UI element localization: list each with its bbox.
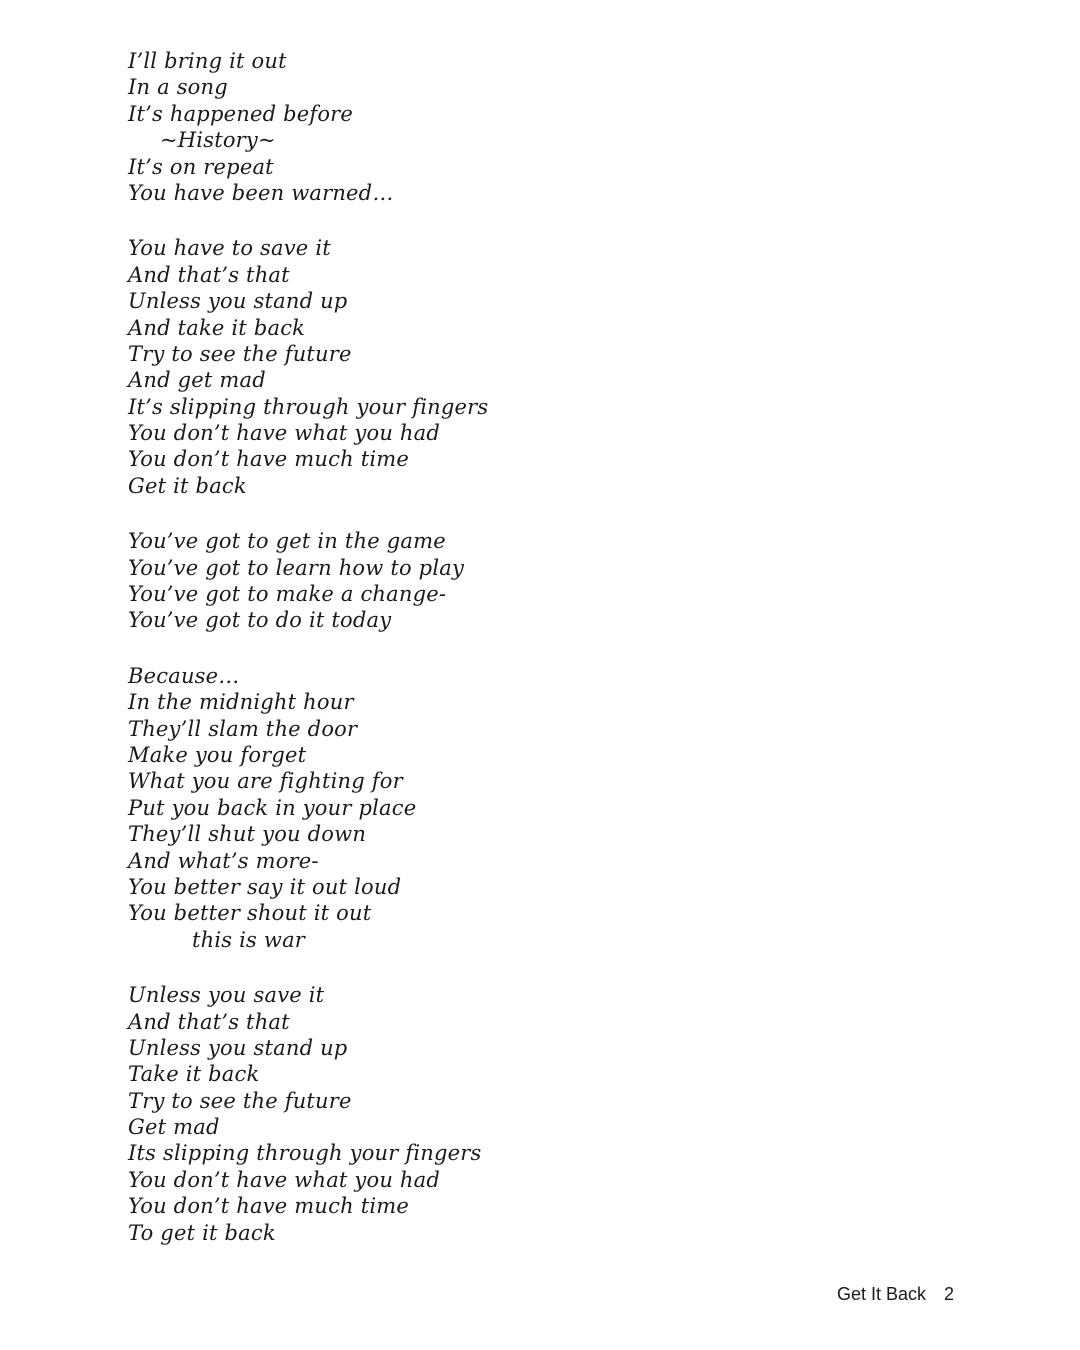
poem-line: ~History~: [160, 128, 276, 153]
footer-title: Get It Back: [836, 1284, 926, 1304]
poem-line: Get it back: [128, 473, 247, 498]
poem-line: Make you forget: [128, 742, 307, 767]
poem-line: They’ll slam the door: [128, 716, 358, 741]
poem-line: And get mad: [128, 368, 266, 393]
poem-line: this is war: [192, 927, 306, 952]
poem-line: In the midnight hour: [128, 690, 354, 715]
poem-line: You’ve got to make a change-: [128, 582, 447, 607]
poem-line: It’s slipping through your fingers: [128, 394, 489, 419]
poem-line: You’ve got to get in the game: [128, 529, 446, 554]
stanza: [128, 235, 828, 499]
poem-line: You have been warned…: [128, 180, 394, 205]
poem-line: You’ve got to learn how to play: [128, 555, 465, 580]
poem-line: To get it back: [128, 1220, 276, 1245]
poem-line: Its slipping through your fingers: [128, 1141, 482, 1166]
poem-line: What you are fighting for: [128, 769, 403, 794]
poem-line: Because…: [128, 663, 240, 688]
page-footer: [837, 1284, 954, 1305]
poem-line: Try to see the future: [128, 341, 352, 366]
poem-line: Try to see the future: [128, 1088, 352, 1113]
poem-line: Unless you stand up: [128, 1035, 348, 1060]
poem-line: And that’s that: [128, 262, 290, 287]
poem-line: Get mad: [128, 1115, 220, 1140]
poem-line: You don’t have what you had: [128, 1167, 441, 1192]
poem-line: I’ll bring it out: [128, 49, 287, 73]
poem-line: Put you back in your place: [128, 795, 417, 820]
poem-line: You better shout it out: [128, 901, 372, 926]
poem-line: You have to save it: [128, 236, 331, 261]
stanza: [128, 982, 828, 1246]
poem-line: In a song: [128, 75, 228, 100]
poem-line: It’s happened before: [128, 101, 354, 126]
poem-line: It’s on repeat: [128, 154, 274, 179]
poem-line: And that’s that: [128, 1009, 290, 1034]
stanza: [128, 48, 828, 206]
poem-line: You’ve got to do it today: [128, 608, 392, 633]
poem-line: You don’t have what you had: [128, 421, 441, 446]
page-number: 2: [943, 1284, 954, 1304]
poem-line: You don’t have much time: [128, 1194, 409, 1219]
poem-line: You better say it out loud: [128, 874, 402, 899]
poem-line: And take it back: [128, 315, 306, 340]
stanza: [128, 663, 828, 953]
poem-line: Take it back: [128, 1062, 260, 1087]
poem-line: You don’t have much time: [128, 447, 409, 472]
poem-body: [128, 48, 828, 1275]
poem-line: Unless you stand up: [128, 289, 348, 314]
poem-line: They’ll shut you down: [128, 822, 367, 847]
poem-line: And what’s more-: [128, 848, 319, 873]
stanza: [128, 528, 828, 634]
poem-line: Unless you save it: [128, 983, 325, 1008]
